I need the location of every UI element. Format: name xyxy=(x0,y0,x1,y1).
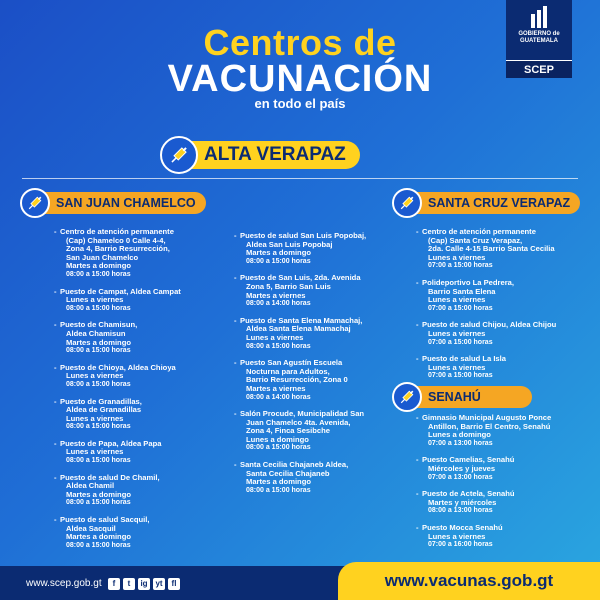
center-line: - Centro de atención permanente xyxy=(422,227,536,236)
center-entry xyxy=(416,524,596,550)
section-label-santa-cruz: SANTA CRUZ VERAPAZ xyxy=(412,192,580,214)
center-entry xyxy=(416,490,596,516)
center-line: Zona 4, Finca Sesibche xyxy=(246,426,330,436)
center-line: - Puesto de salud La Isla xyxy=(422,354,506,364)
center-hours: 08:00 a 15:00 horas xyxy=(246,257,311,265)
center-entry xyxy=(54,474,229,508)
center-hours: 07:00 a 13:00 horas xyxy=(428,439,493,447)
center-line: Nocturna para Adultos, xyxy=(246,366,330,376)
center-hours: 08:00 a 15:00 horas xyxy=(66,304,131,312)
center-line: Zona 4, Barrio Resurrección, xyxy=(66,244,170,254)
center-entry xyxy=(234,232,394,266)
syringe-icon xyxy=(20,188,50,218)
center-line: Lunes a viernes xyxy=(66,371,124,381)
syringe-icon xyxy=(392,382,422,412)
vacunas-link[interactable]: www.vacunas.gob.gt xyxy=(338,562,600,600)
center-entry xyxy=(234,410,394,453)
center-line: Martes y miércoles xyxy=(428,497,497,507)
center-line: Martes a domingo xyxy=(66,337,131,347)
column-san-juan-1 xyxy=(54,228,229,558)
center-entry xyxy=(234,461,394,495)
center-hours: 08:00 a 15:00 horas xyxy=(66,423,131,431)
center-line: - Puesto de salud Chijou, Aldea Chijou xyxy=(422,320,557,330)
center-line: - Puesto de Chamisun, xyxy=(60,320,138,330)
center-line: - Salón Procude, Municipalidad San xyxy=(240,409,365,419)
center-entry xyxy=(416,321,596,347)
section-label-senahu: SENAHÚ xyxy=(412,386,532,408)
title-centros: Centros de xyxy=(203,22,397,63)
section-label-san-juan: SAN JUAN CHAMELCO xyxy=(40,192,206,214)
center-hours: 07:00 a 15:00 horas xyxy=(428,262,493,270)
center-line: - Puesto de salud De Chamil, xyxy=(60,472,160,482)
center-line: Santa Cecilia Chajaneb xyxy=(246,468,330,478)
center-hours: 08:00 a 15:00 horas xyxy=(66,347,131,355)
center-entry xyxy=(54,364,229,390)
center-hours: 07:00 a 16:00 horas xyxy=(428,541,493,549)
center-hours: 08:00 a 14:00 horas xyxy=(246,393,311,401)
center-line: Lunes a viernes xyxy=(66,413,124,423)
flickr-icon[interactable]: fl xyxy=(168,578,180,590)
center-line: Lunes a viernes xyxy=(428,295,486,305)
center-hours: 08:00 a 15:00 horas xyxy=(246,444,311,452)
column-santa-cruz xyxy=(416,228,596,389)
center-entry xyxy=(416,355,596,381)
center-line: Lunes a viernes xyxy=(428,362,486,372)
center-line: Martes a domingo xyxy=(66,489,131,499)
center-entry xyxy=(234,274,394,308)
center-line: Martes a domingo xyxy=(246,248,311,258)
center-line: Lunes a viernes xyxy=(246,332,304,342)
center-line: - Puesto de Granadillas, xyxy=(60,396,142,406)
instagram-icon[interactable]: ig xyxy=(138,578,150,590)
title-subtitle: en todo el país xyxy=(254,96,346,111)
center-hours: 08:00 a 15:00 horas xyxy=(66,270,131,278)
youtube-icon[interactable]: yt xyxy=(153,578,165,590)
center-line: 2da. Calle 4-15 Barrio Santa Cecilia xyxy=(428,244,555,254)
center-line: Aldea Santa Elena Mamachaj xyxy=(246,324,351,334)
divider xyxy=(22,178,578,179)
center-line: Zona 5, Barrio San Luis xyxy=(246,281,331,291)
center-entry xyxy=(234,317,394,351)
center-line: - Puesto Camelias, Senahú xyxy=(422,455,515,465)
center-line: - Puesto de salud Sacquil, xyxy=(60,515,150,525)
center-entry xyxy=(416,414,596,448)
section-badge-santa-cruz xyxy=(392,188,580,218)
center-entry xyxy=(416,228,596,271)
center-entry xyxy=(54,440,229,466)
twitter-icon[interactable]: t xyxy=(123,578,135,590)
center-line: - Centro de atención permanente xyxy=(60,227,174,236)
center-hours: 08:00 a 15:00 horas xyxy=(66,380,131,388)
center-line: Lunes a viernes xyxy=(428,328,486,338)
center-line: Lunes a viernes xyxy=(428,252,486,262)
center-line: Martes a viernes xyxy=(246,290,306,300)
center-hours: 08:00 a 15:00 horas xyxy=(246,486,311,494)
center-line: - Puesto de Papa, Aldea Papa xyxy=(60,438,162,448)
section-badge-san-juan xyxy=(20,188,206,218)
center-line: - Puesto San Agustín Escuela xyxy=(240,358,343,368)
center-line: - Puesto de San Luis, 2da. Avenida xyxy=(240,273,361,283)
center-line: Lunes a viernes xyxy=(66,447,124,457)
center-hours: 07:00 a 15:00 horas xyxy=(428,304,493,312)
center-line: - Puesto de Actela, Senahú xyxy=(422,489,515,499)
center-line: Lunes a viernes xyxy=(428,531,486,541)
center-hours: 08:00 a 15:00 horas xyxy=(66,541,131,549)
center-line: Martes a domingo xyxy=(66,261,131,271)
center-line: - Puesto de Chioya, Aldea Chioya xyxy=(60,362,176,372)
center-entry xyxy=(54,228,229,280)
section-badge-senahu xyxy=(392,382,532,412)
center-line: Miércoles y jueves xyxy=(428,463,496,473)
column-san-juan-2 xyxy=(234,232,394,503)
center-hours: 08:00 a 13:00 horas xyxy=(428,507,493,515)
center-entry xyxy=(54,288,229,314)
syringe-icon xyxy=(160,136,198,174)
center-entry xyxy=(416,279,596,313)
center-line: - Polideportivo La Pedrera, xyxy=(422,277,514,287)
center-hours: 08:00 a 15:00 horas xyxy=(66,457,131,465)
center-line: Aldea Chamil xyxy=(66,481,115,491)
center-entry xyxy=(234,359,394,402)
center-line: (Cap) Santa Cruz Verapaz, xyxy=(428,235,523,245)
center-line: - Puesto Mocca Senahú xyxy=(422,522,503,532)
title-vacunacion: VACUNACIÓN xyxy=(167,58,433,100)
center-hours: 07:00 a 13:00 horas xyxy=(428,473,493,481)
center-line: - Gimnasio Municipal Augusto Ponce xyxy=(422,413,552,422)
column-senahu xyxy=(416,414,596,558)
center-line: Martes a viernes xyxy=(246,383,306,393)
center-entry xyxy=(54,398,229,432)
center-entry xyxy=(54,516,229,550)
logo-line2: GUATEMALA xyxy=(520,38,558,44)
center-line: Aldea San Luis Popobaj xyxy=(246,239,333,249)
center-hours: 07:00 a 15:00 horas xyxy=(428,338,493,346)
center-line: Lunes a domingo xyxy=(246,434,309,444)
center-entry xyxy=(54,321,229,355)
center-line: Aldea de Granadillas xyxy=(66,405,142,415)
center-entry xyxy=(416,456,596,482)
center-line: San Juan Chamelco xyxy=(66,252,139,262)
center-line: Juan Chamelco 4ta. Avenida, xyxy=(246,417,351,427)
facebook-icon[interactable]: f xyxy=(108,578,120,590)
center-line: Martes a domingo xyxy=(66,532,131,542)
social-icons xyxy=(108,578,180,590)
center-line: Barrio Santa Elena xyxy=(428,286,496,296)
center-line: Aldea Chamisun xyxy=(66,328,126,338)
center-line: Barrio Resurrección, Zona 0 xyxy=(246,375,348,385)
center-hours: 08:00 a 15:00 horas xyxy=(246,342,311,350)
center-hours: 08:00 a 14:00 horas xyxy=(246,300,311,308)
logo-scep: SCEP xyxy=(506,60,572,78)
center-hours: 08:00 a 15:00 horas xyxy=(66,499,131,507)
center-line: Lunes a viernes xyxy=(66,295,124,305)
center-line: (Cap) Chamelco 0 Calle 4-4, xyxy=(66,235,166,245)
center-line: - Puesto de salud San Luis Popobaj, xyxy=(240,231,367,240)
center-line: Aldea Sacquil xyxy=(66,523,116,533)
center-line: Antillon, Barrio El Centro, Senahú xyxy=(428,421,551,431)
center-line: Martes a domingo xyxy=(246,477,311,487)
region-label: ALTA VERAPAZ xyxy=(188,141,360,169)
center-line: - Puesto de Santa Elena Mamachaj, xyxy=(240,315,363,325)
syringe-icon xyxy=(392,188,422,218)
region-badge xyxy=(160,136,360,174)
center-line: - Puesto de Campat, Aldea Campat xyxy=(60,286,181,296)
footer-site-link[interactable]: www.scep.gob.gt xyxy=(26,578,102,589)
center-hours: 07:00 a 15:00 horas xyxy=(428,372,493,380)
center-line: Lunes a domingo xyxy=(428,430,491,440)
center-line: - Santa Cecilia Chajaneb Aldea, xyxy=(240,460,349,470)
logo-line1: GOBIERNO de xyxy=(518,31,560,37)
